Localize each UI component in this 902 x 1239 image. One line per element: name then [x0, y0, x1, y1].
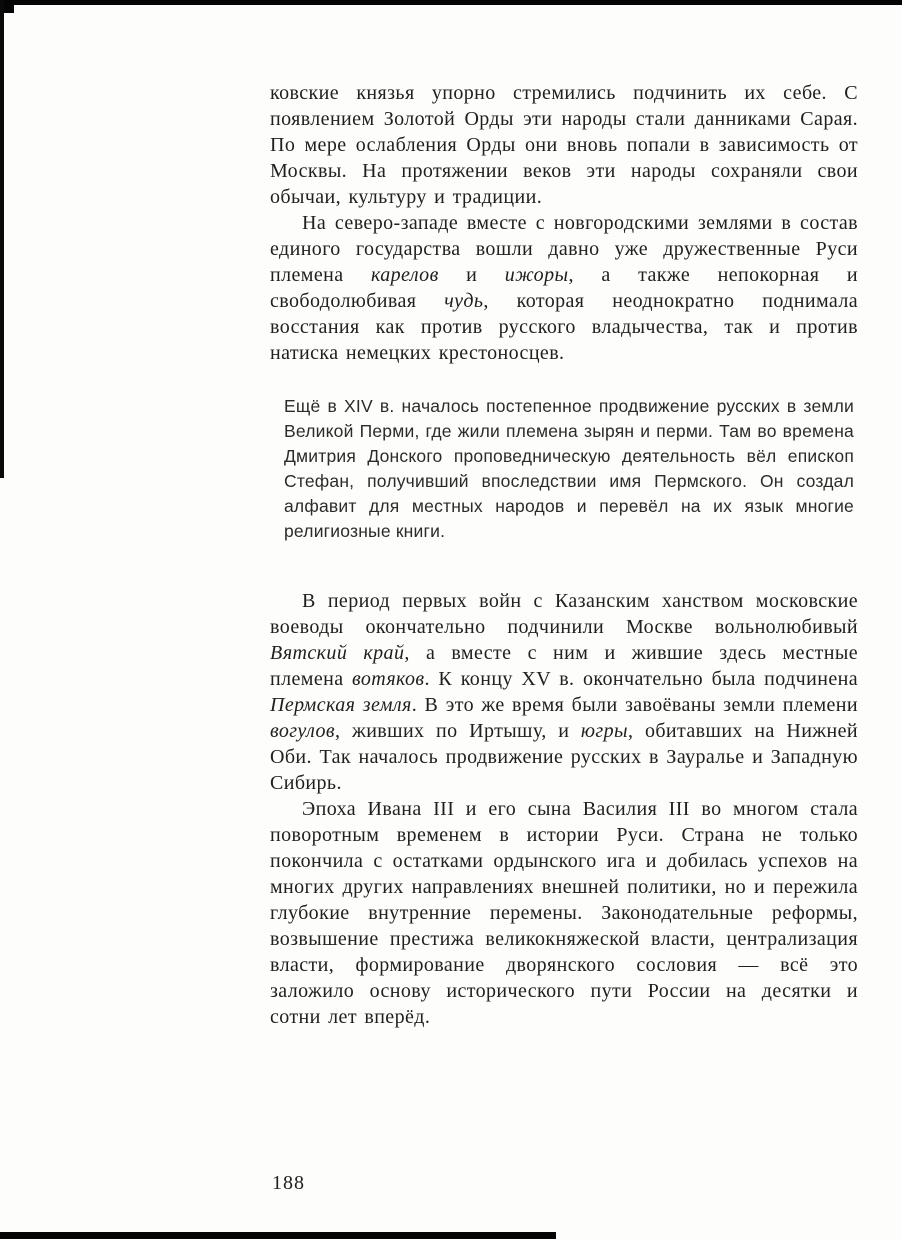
text-run: , живших по Иртышу, и [335, 720, 581, 742]
text-run: Эпоха Ивана III и его сына Василия III во многом стала поворотным временем в истории Руси. Страна не только покончила с остатками ордынского ига и добилась успехов на многих других направлениях внешней политики, но и пережила глубокие внутренние перемены. Законодательные реформы, возвышение престижа великокняжеской власти, централизация власти, формирование дворянского сословия — всё это заложило основу исторического пути России на десятки и сотни лет вперёд. [270, 798, 858, 1028]
text-run: и [438, 264, 505, 286]
paragraph-northwest-tribes [270, 210, 858, 366]
italic-term: Пермская земля [270, 694, 412, 716]
text-run: . К концу XV в. окончательно была подчинена [424, 668, 858, 690]
page-number: 188 [272, 1172, 305, 1194]
scan-artifact-bottom-edge [0, 1232, 556, 1239]
paragraph-moscow-princes [270, 80, 858, 210]
italic-term: карелов [370, 264, 439, 286]
text-run: , а также непокорная и свободолюбивая [270, 264, 859, 312]
paragraph-ivan-epoch [270, 796, 858, 1030]
text-column [270, 80, 858, 1030]
italic-term: чудь [444, 290, 484, 312]
text-run: , обитавших на Нижней Оби. Так началось продвижение русских в Зауралье и Западную Сибирь. [270, 720, 858, 794]
scan-artifact-top-edge [0, 0, 902, 5]
text-run: , а вместе с ним и жившие здесь местные племена [270, 642, 859, 690]
note-perm-expansion [284, 394, 854, 544]
text-run: Ещё в XIV в. началось постепенное продвижение русских в земли Великой Перми, где жили племена зырян и перми. Там во времена Дмитрия Донского проповедническую деятельность вёл епископ Стефан, получивший впоследствии имя Пермского. Он создал алфавит для местных народов и перевёл на их язык многие религиозные книги. [284, 396, 854, 541]
text-run: В период первых войн с Казанским ханством московские воеводы окончательно подчинили Москве вольнолюбивый [270, 590, 858, 638]
text-run: ковские князья упорно стремились подчинить их себе. С появлением Золотой Орды эти народы стали данниками Сарая. По мере ослабления Орды они вновь попали в зависимость от Москвы. На протяжении веков эти народы сохраняли свои обычаи, культуру и традиции. [270, 82, 858, 208]
italic-term: вогулов [270, 720, 336, 742]
scan-artifact-left-edge [0, 0, 4, 478]
italic-term: вотяков [352, 668, 425, 690]
italic-term: Вятский край [270, 642, 405, 664]
text-run: На северо-западе вместе с новгородскими землями в состав единого государства вошли давно уже дружественные Руси племена [270, 212, 858, 286]
italic-term: ижоры [504, 264, 569, 286]
text-run: , которая неоднократно поднимала восстания как против русского владычества, так и против натиска немецких крестоносцев. [270, 290, 858, 364]
italic-term: югры [580, 720, 628, 742]
paragraph-kazan-wars [270, 588, 858, 796]
text-run: . В это же время были завоёваны земли племени [411, 694, 858, 716]
